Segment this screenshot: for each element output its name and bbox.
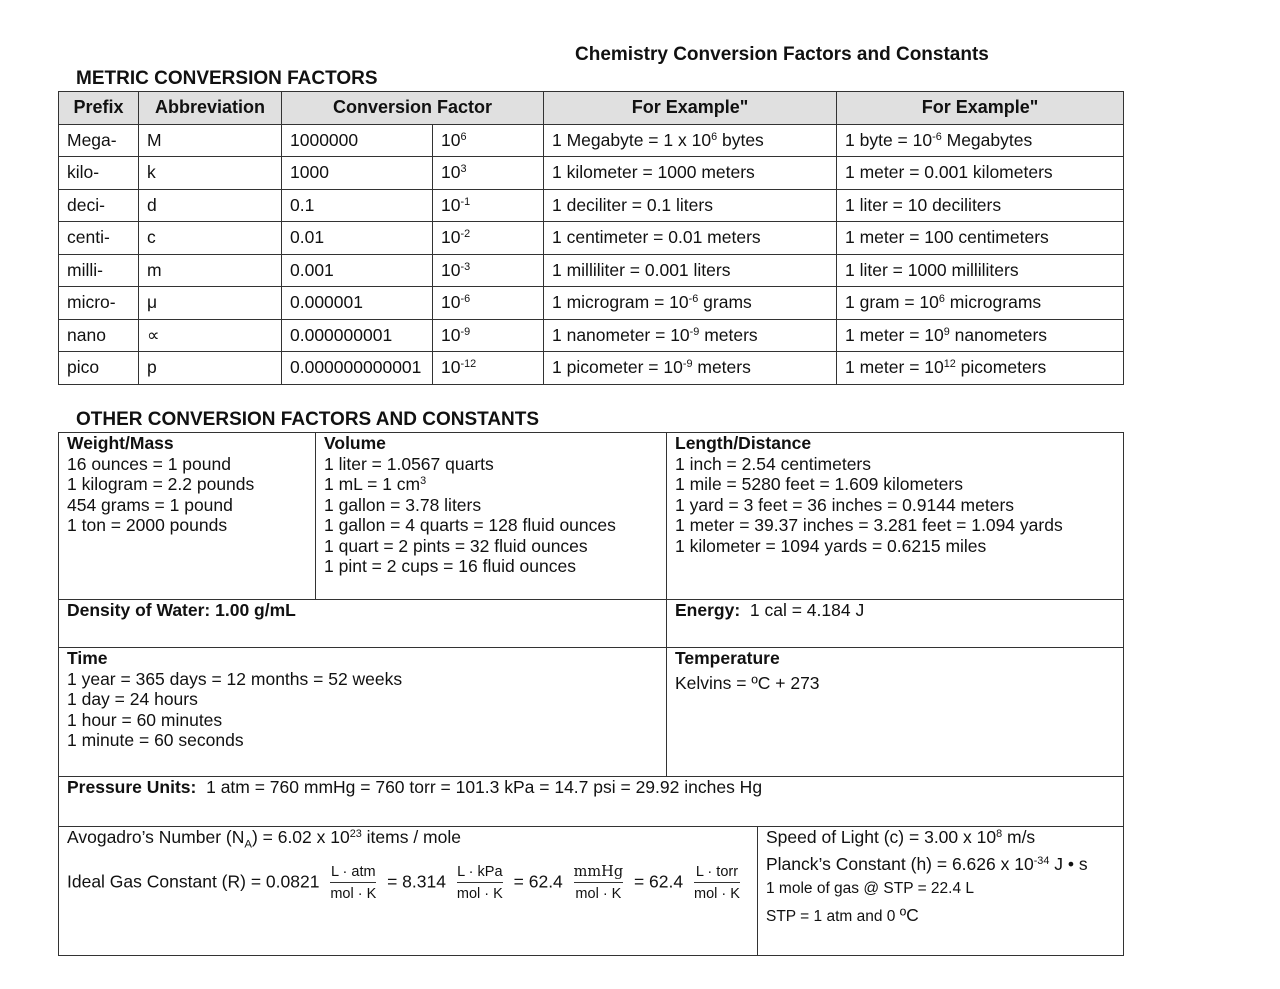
metric-conversion-table: [58, 91, 1124, 385]
pressure-row: [59, 777, 1124, 827]
metric-row: [59, 124, 1124, 157]
volume-line-exponent: 3: [420, 475, 427, 488]
factor-power-cell: [433, 287, 544, 320]
fraction-bar: [694, 882, 740, 883]
example-2-cell: [837, 254, 1124, 287]
metric-row: [59, 352, 1124, 385]
volume-line: 1 gallon = 3.78 liters: [324, 494, 482, 515]
power-base: 10: [441, 259, 461, 280]
example-text: 1 meter = 100 centimeters: [845, 227, 1049, 248]
example-1-cell: [544, 287, 837, 320]
gas-lead: Ideal Gas Constant (R) = 0.0821: [67, 871, 320, 892]
example-text: picometers: [955, 357, 1047, 378]
factor-value-cell: 0.001: [282, 254, 433, 287]
length-line: 1 inch = 2.54 centimeters: [675, 453, 872, 474]
gas-denominator: mol · K: [456, 886, 503, 902]
factor-power-cell: [433, 319, 544, 352]
factor-power-cell: [433, 189, 544, 222]
gas-fraction: [570, 863, 627, 903]
planck-exponent: -34: [1033, 854, 1050, 867]
example-text: 1 deciliter = 0.1 liters: [552, 194, 713, 215]
fraction-bar: [330, 882, 376, 883]
weight-line: 16 ounces = 1 pound: [67, 453, 231, 474]
avogadro-line: [67, 827, 749, 855]
length-line: 1 kilometer = 1094 yards = 0.6215 miles: [675, 535, 987, 556]
metric-section-title: METRIC CONVERSION FACTORS: [76, 68, 378, 89]
example-text: 1 gram = 10: [845, 292, 939, 313]
abbreviation-cell: μ: [139, 287, 282, 320]
avogadro-subscript: A: [244, 838, 252, 851]
power-exponent: -1: [460, 195, 471, 208]
header-conversion-factor: Conversion Factor: [282, 92, 544, 125]
metric-row: [59, 287, 1124, 320]
light-text: Speed of Light (c) = 3.00 x 10: [766, 827, 997, 847]
example-text: 1 microgram = 10: [552, 292, 689, 313]
factor-power-cell: [433, 124, 544, 157]
weight-line: 1 kilogram = 2.2 pounds: [67, 474, 255, 494]
example-text: micrograms: [944, 292, 1042, 313]
power-exponent: 3: [460, 163, 467, 176]
abbreviation-cell: p: [139, 352, 282, 385]
volume-heading: Volume: [324, 433, 386, 453]
factor-value-cell: 1000: [282, 157, 433, 190]
weight-mass-heading: Weight/Mass: [67, 433, 174, 453]
energy-cell: [667, 600, 1124, 648]
gas-denominator: mol · K: [575, 886, 622, 902]
gas-denominator: mol · K: [694, 886, 740, 902]
example-exponent: -9: [689, 325, 700, 338]
abbreviation-cell: k: [139, 157, 282, 190]
gas-fraction: [326, 863, 380, 903]
pressure-cell: [59, 777, 1124, 827]
example-text: 1 meter = 0.001 kilometers: [845, 162, 1053, 183]
prefix-cell: centi-: [59, 222, 139, 255]
stp-text: STP = 1 atm and 0: [766, 907, 900, 925]
metric-row: [59, 189, 1124, 222]
factor-power-cell: [433, 352, 544, 385]
abbreviation-cell: ∝: [139, 319, 282, 352]
fraction-bar: [574, 882, 623, 883]
planck-text: Planck’s Constant (h) = 6.626 x 10: [766, 853, 1034, 874]
time-cell: [59, 648, 667, 777]
example-2-cell: [837, 352, 1124, 385]
avogadro-exponent: 23: [349, 828, 362, 841]
example-2-cell: [837, 319, 1124, 352]
example-1-cell: [544, 124, 837, 157]
power-exponent: -6: [460, 293, 471, 306]
pressure-label: Pressure Units:: [67, 777, 197, 797]
example-2-cell: [837, 189, 1124, 222]
header-abbreviation: Abbreviation: [139, 92, 282, 125]
gas-denominator: mol · K: [330, 886, 377, 902]
density-label: Density of Water: 1.00 g/mL: [67, 600, 296, 620]
weight-volume-length-row: [59, 433, 1124, 600]
factor-value-cell: 0.01: [282, 222, 433, 255]
gas-value: = 8.314: [382, 871, 446, 892]
power-base: 10: [441, 227, 461, 248]
factor-value-cell: 0.1: [282, 189, 433, 222]
gas-numerator: L · atm: [330, 864, 376, 880]
gas-numerator: L · torr: [695, 864, 739, 880]
abbreviation-cell: m: [139, 254, 282, 287]
abbreviation-cell: M: [139, 124, 282, 157]
power-exponent: 6: [460, 130, 467, 143]
planck-text: J • s: [1049, 853, 1088, 874]
energy-value: 1 cal = 4.184 J: [749, 600, 865, 620]
example-text: 1 liter = 1000 milliliters: [845, 259, 1019, 280]
metric-header-row: [59, 92, 1124, 125]
length-line: 1 meter = 39.37 inches = 3.281 feet = 1.094 yards: [675, 515, 1063, 535]
other-section-title: OTHER CONVERSION FACTORS AND CONSTANTS: [76, 409, 540, 430]
example-exponent: 6: [711, 130, 718, 143]
factor-value-cell: 0.000000000001: [282, 352, 433, 385]
power-base: 10: [441, 324, 461, 345]
prefix-cell: milli-: [59, 254, 139, 287]
density-energy-row: [59, 600, 1124, 648]
example-text: meters: [699, 324, 758, 345]
time-line: 1 minute = 60 seconds: [67, 730, 244, 750]
example-text: 1 meter = 10: [845, 357, 944, 378]
speed-of-light-line: [766, 827, 1115, 848]
metric-row: [59, 319, 1124, 352]
example-exponent: 9: [943, 325, 950, 338]
avogadro-gas-row: [59, 827, 1124, 956]
abbreviation-cell: c: [139, 222, 282, 255]
density-cell: [59, 600, 667, 648]
fraction-bar: [457, 882, 503, 883]
light-text: m/s: [1002, 827, 1036, 847]
planck-line: [766, 854, 1115, 875]
stp-line: [766, 905, 1115, 928]
metric-row: [59, 222, 1124, 255]
example-1-cell: [544, 189, 837, 222]
time-heading: Time: [67, 648, 108, 668]
length-distance-cell: [667, 433, 1124, 600]
time-line: 1 day = 24 hours: [67, 689, 198, 709]
example-exponent: 12: [943, 358, 956, 371]
example-text: 1 byte = 10: [845, 129, 933, 150]
volume-line: 1 liter = 1.0567 quarts: [324, 453, 494, 474]
volume-cell: [316, 433, 667, 600]
header-prefix: Prefix: [59, 92, 139, 125]
header-example-1: For Example": [544, 92, 837, 125]
example-2-cell: [837, 287, 1124, 320]
power-exponent: -12: [460, 358, 477, 371]
prefix-cell: Mega-: [59, 124, 139, 157]
example-text: 1 kilometer = 1000 meters: [552, 162, 755, 183]
avogadro-text: items / mole: [361, 827, 461, 847]
prefix-cell: kilo-: [59, 157, 139, 190]
factor-power-cell: [433, 222, 544, 255]
weight-line: 454 grams = 1 pound: [67, 494, 233, 515]
constants-cell: [758, 827, 1124, 956]
avogadro-gas-cell: [59, 827, 758, 956]
power-base: 10: [441, 292, 461, 313]
example-2-cell: [837, 157, 1124, 190]
power-exponent: -3: [460, 260, 471, 273]
gas-value: = 62.4: [629, 871, 684, 892]
length-line: 1 yard = 3 feet = 36 inches = 0.9144 meters: [675, 494, 1015, 515]
prefix-cell: micro-: [59, 287, 139, 320]
metric-row: [59, 254, 1124, 287]
example-text: meters: [692, 357, 751, 378]
power-base: 10: [441, 357, 461, 378]
temperature-cell: [667, 648, 1124, 777]
metric-table-body: [59, 124, 1124, 384]
example-text: 1 Megabyte = 1 x 10: [552, 129, 712, 150]
example-1-cell: [544, 222, 837, 255]
ideal-gas-line: [67, 863, 749, 903]
power-base: 10: [441, 162, 461, 183]
header-example-2: For Example": [837, 92, 1124, 125]
factor-value-cell: 0.000001: [282, 287, 433, 320]
document-title: Chemistry Conversion Factors and Constants: [575, 44, 989, 65]
temperature-heading: Temperature: [675, 648, 780, 668]
example-exponent: -6: [932, 130, 942, 143]
gas-fraction: [453, 863, 507, 903]
weight-mass-cell: [59, 433, 316, 600]
avogadro-text: Avogadro’s Number (N: [67, 827, 245, 847]
factor-value-cell: 0.000000001: [282, 319, 433, 352]
example-text: grams: [698, 292, 752, 313]
power-exponent: -9: [460, 325, 471, 338]
prefix-cell: deci-: [59, 189, 139, 222]
weight-line: 1 ton = 2000 pounds: [67, 515, 228, 535]
avogadro-text: ) = 6.02 x 10: [251, 827, 350, 847]
example-1-cell: [544, 352, 837, 385]
time-temperature-row: [59, 648, 1124, 777]
prefix-cell: pico: [59, 352, 139, 385]
volume-line: 1 pint = 2 cups = 16 fluid ounces: [324, 556, 576, 576]
power-exponent: -2: [460, 228, 471, 241]
temperature-line: Kelvins = ºC + 273: [675, 672, 820, 693]
length-line: 1 mile = 5280 feet = 1.609 kilometers: [675, 474, 963, 494]
example-exponent: -6: [688, 293, 699, 306]
time-line: 1 hour = 60 minutes: [67, 709, 223, 730]
metric-row: [59, 157, 1124, 190]
example-exponent: 6: [938, 293, 945, 306]
example-text: 1 milliliter = 0.001 liters: [552, 259, 731, 280]
time-line: 1 year = 365 days = 12 months = 52 weeks: [67, 668, 403, 689]
length-distance-heading: Length/Distance: [675, 433, 812, 453]
mole-gas-line: 1 mole of gas @ STP = 22.4 L: [766, 880, 975, 897]
volume-line: 1 quart = 2 pints = 32 fluid ounces: [324, 535, 588, 556]
prefix-cell: nano: [59, 319, 139, 352]
power-base: 10: [441, 194, 461, 215]
example-text: 1 nanometer = 10: [552, 324, 690, 345]
gas-fraction: [690, 863, 744, 903]
gas-numerator: L · kPa: [457, 864, 503, 880]
light-exponent: 8: [996, 828, 1003, 841]
example-text: 1 picometer = 10: [552, 357, 683, 378]
volume-line-text: 1 mL = 1 cm: [324, 474, 421, 494]
example-text: 1 liter = 10 deciliters: [845, 194, 1002, 215]
example-exponent: -9: [682, 358, 693, 371]
pressure-value: 1 atm = 760 mmHg = 760 torr = 101.3 kPa = 14.7 psi = 29.92 inches Hg: [206, 777, 763, 797]
example-2-cell: [837, 222, 1124, 255]
stp-unit: ºC: [899, 904, 919, 925]
volume-line: [324, 474, 658, 495]
example-text: 1 centimeter = 0.01 meters: [552, 227, 761, 248]
example-text: nanometers: [949, 324, 1048, 345]
example-text: 1 meter = 10: [845, 324, 944, 345]
power-base: 10: [441, 129, 461, 150]
gas-value: = 62.4: [508, 871, 563, 892]
example-text: Megabytes: [941, 129, 1033, 150]
example-1-cell: [544, 319, 837, 352]
volume-line: 1 gallon = 4 quarts = 128 fluid ounces: [324, 515, 616, 535]
factor-power-cell: [433, 157, 544, 190]
example-2-cell: [837, 124, 1124, 157]
factor-power-cell: [433, 254, 544, 287]
example-1-cell: [544, 157, 837, 190]
example-text: bytes: [717, 129, 764, 150]
factor-value-cell: 1000000: [282, 124, 433, 157]
other-constants-table: [58, 432, 1124, 956]
gas-numerator: mmHg: [573, 864, 624, 880]
abbreviation-cell: d: [139, 189, 282, 222]
example-1-cell: [544, 254, 837, 287]
energy-label: Energy:: [675, 600, 741, 620]
